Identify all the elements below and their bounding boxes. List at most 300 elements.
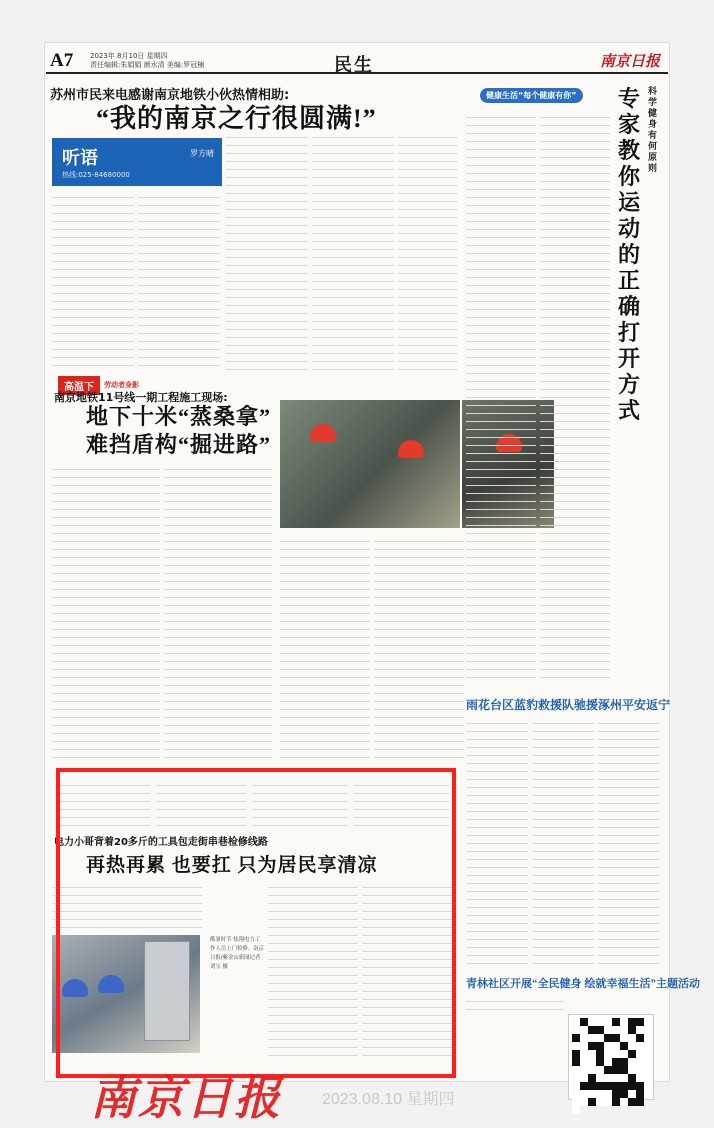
text-line <box>466 558 536 566</box>
text-line <box>52 702 160 710</box>
text-line <box>466 892 528 900</box>
qr-cell <box>596 1026 604 1034</box>
story4-headline: 雨花台区蓝豹救援队驰援涿州平安返宁 <box>466 698 671 712</box>
text-line <box>398 194 458 202</box>
text-line <box>532 756 594 764</box>
text-line <box>466 764 528 772</box>
qr-cell <box>604 1042 612 1050</box>
qr-cell <box>620 1098 628 1106</box>
text-line <box>466 238 536 246</box>
text-line <box>164 574 272 582</box>
text-line <box>138 206 220 214</box>
qr-cell <box>596 1090 604 1098</box>
text-line <box>540 174 610 182</box>
qr-cell <box>572 1074 580 1082</box>
text-line <box>164 550 272 558</box>
qr-cell <box>612 1018 620 1026</box>
text-line <box>226 234 308 242</box>
qr-cell <box>620 1058 628 1066</box>
text-line <box>598 916 660 924</box>
text-line <box>540 382 610 390</box>
story2-headline-line2: 难挡盾构“掘进路” <box>86 432 272 457</box>
qr-cell <box>580 1090 588 1098</box>
text-line <box>52 526 160 534</box>
text-line <box>164 558 272 566</box>
qr-cell <box>572 1050 580 1058</box>
text-line <box>598 764 660 772</box>
text-line <box>466 550 536 558</box>
text-line <box>312 290 394 298</box>
text-line <box>280 622 370 630</box>
text-line <box>466 198 536 206</box>
text-line <box>598 740 660 748</box>
text-line <box>52 342 134 350</box>
text-line <box>374 606 464 614</box>
text-line <box>164 622 272 630</box>
text-line <box>466 780 528 788</box>
text-line <box>138 318 220 326</box>
qr-cell <box>612 1058 620 1066</box>
text-line <box>374 750 464 758</box>
text-line <box>312 210 394 218</box>
text-line <box>138 358 220 366</box>
text-line <box>52 350 134 358</box>
text-line <box>52 206 134 214</box>
text-line <box>398 146 458 154</box>
text-line <box>312 146 394 154</box>
qr-cell <box>612 1074 620 1082</box>
text-line <box>398 298 458 306</box>
text-line <box>52 462 160 470</box>
text-line <box>52 622 160 630</box>
qr-cell <box>596 1082 604 1090</box>
footer-date: 2023.08.10 星期四 <box>322 1091 455 1108</box>
text-line <box>466 134 536 142</box>
text-line <box>312 226 394 234</box>
text-line <box>540 470 610 478</box>
text-line <box>52 230 134 238</box>
text-column <box>312 130 394 370</box>
text-line <box>466 350 536 358</box>
text-line <box>466 994 564 1002</box>
text-line <box>52 310 134 318</box>
text-line <box>312 330 394 338</box>
text-line <box>374 590 464 598</box>
text-line <box>466 222 536 230</box>
text-line <box>52 214 134 222</box>
text-line <box>466 110 536 118</box>
text-line <box>52 598 160 606</box>
text-line <box>374 726 464 734</box>
text-line <box>540 142 610 150</box>
text-line <box>52 246 134 254</box>
text-line <box>598 724 660 732</box>
text-line <box>164 710 272 718</box>
text-line <box>398 218 458 226</box>
text-line <box>540 198 610 206</box>
highlight-box <box>56 768 456 1078</box>
qr-cell <box>580 1082 588 1090</box>
text-line <box>398 234 458 242</box>
qr-cell <box>588 1026 596 1034</box>
text-line <box>52 606 160 614</box>
text-line <box>532 812 594 820</box>
text-line <box>540 422 610 430</box>
text-line <box>52 198 134 206</box>
text-line <box>466 598 536 606</box>
text-line <box>532 916 594 924</box>
text-line <box>532 884 594 892</box>
qr-cell <box>636 1058 644 1066</box>
text-line <box>164 542 272 550</box>
page-number: A7 <box>50 50 74 71</box>
text-line <box>312 362 394 370</box>
text-line <box>540 278 610 286</box>
text-line <box>540 662 610 670</box>
qr-cell <box>580 1026 588 1034</box>
text-line <box>466 590 536 598</box>
text-line <box>540 670 610 678</box>
text-line <box>466 606 536 614</box>
text-line <box>540 406 610 414</box>
story2-kicker: 南京地铁11号线一期工程施工现场: <box>54 391 228 404</box>
text-line <box>466 670 536 678</box>
text-line <box>540 342 610 350</box>
text-line <box>466 812 528 820</box>
text-column <box>226 130 308 370</box>
text-line <box>226 290 308 298</box>
text-line <box>540 502 610 510</box>
text-line <box>280 574 370 582</box>
text-line <box>312 194 394 202</box>
text-line <box>164 678 272 686</box>
text-line <box>540 414 610 422</box>
text-line <box>280 542 370 550</box>
text-line <box>226 138 308 146</box>
text-line <box>466 470 536 478</box>
text-line <box>466 844 528 852</box>
text-line <box>52 270 134 278</box>
vertical-subtitle: 科学健身有何原则 <box>648 86 658 173</box>
text-line <box>226 306 308 314</box>
text-line <box>52 510 160 518</box>
text-line <box>466 334 536 342</box>
text-line <box>226 242 308 250</box>
text-line <box>52 294 134 302</box>
text-line <box>52 326 134 334</box>
text-line <box>312 258 394 266</box>
health-tag: 健康生活“每个健康有你” <box>480 88 583 103</box>
text-line <box>280 606 370 614</box>
text-line <box>540 166 610 174</box>
text-line <box>540 318 610 326</box>
qr-cell <box>636 1074 644 1082</box>
text-line <box>164 686 272 694</box>
text-line <box>312 218 394 226</box>
text-line <box>540 574 610 582</box>
text-line <box>466 358 536 366</box>
story1-kicker: 苏州市民来电感谢南京地铁小伙热情相助: <box>50 88 290 103</box>
text-line <box>374 694 464 702</box>
text-line <box>466 788 528 796</box>
section-title: 民生 <box>334 55 374 75</box>
text-line <box>540 446 610 454</box>
text-line <box>374 582 464 590</box>
text-line <box>374 558 464 566</box>
qr-cell <box>604 1082 612 1090</box>
text-line <box>466 732 528 740</box>
text-line <box>280 582 370 590</box>
text-line <box>540 230 610 238</box>
text-line <box>466 582 536 590</box>
text-line <box>164 646 272 654</box>
qr-cell <box>612 1090 620 1098</box>
text-line <box>138 190 220 198</box>
text-line <box>398 322 458 330</box>
qr-cell <box>628 1026 636 1034</box>
qr-cell <box>604 1066 612 1074</box>
text-line <box>398 362 458 370</box>
qr-cell <box>628 1066 636 1074</box>
qr-cell <box>628 1090 636 1098</box>
qr-cell <box>604 1098 612 1106</box>
qr-cell <box>596 1050 604 1058</box>
text-line <box>52 222 134 230</box>
text-line <box>312 202 394 210</box>
text-line <box>164 486 272 494</box>
text-column <box>138 190 220 370</box>
text-line <box>532 788 594 796</box>
text-line <box>52 318 134 326</box>
text-line <box>540 294 610 302</box>
text-line <box>52 286 134 294</box>
text-line <box>398 170 458 178</box>
text-line <box>540 438 610 446</box>
text-line <box>374 710 464 718</box>
text-line <box>280 686 370 694</box>
text-line <box>374 614 464 622</box>
text-line <box>540 638 610 646</box>
text-line <box>52 190 134 198</box>
qr-cell <box>580 1034 588 1042</box>
text-line <box>280 678 370 686</box>
text-line <box>466 1002 564 1010</box>
text-line <box>138 286 220 294</box>
text-line <box>398 274 458 282</box>
text-line <box>226 250 308 258</box>
text-line <box>540 590 610 598</box>
qr-cell <box>604 1034 612 1042</box>
text-line <box>280 614 370 622</box>
qr-cell <box>596 1066 604 1074</box>
text-line <box>164 582 272 590</box>
text-line <box>466 510 536 518</box>
text-line <box>164 566 272 574</box>
text-line <box>466 622 536 630</box>
text-line <box>540 150 610 158</box>
text-line <box>540 134 610 142</box>
story1-headline: “我的南京之行很圆满!” <box>96 104 377 133</box>
text-line <box>540 550 610 558</box>
text-line <box>466 182 536 190</box>
text-line <box>138 222 220 230</box>
text-line <box>540 118 610 126</box>
text-line <box>52 590 160 598</box>
text-line <box>466 278 536 286</box>
text-line <box>52 470 160 478</box>
text-line <box>540 542 610 550</box>
construction-photo <box>280 400 460 528</box>
story1-banner <box>52 138 222 186</box>
qr-cell <box>612 1066 620 1074</box>
text-line <box>226 170 308 178</box>
text-line <box>466 614 536 622</box>
text-line <box>398 258 458 266</box>
text-line <box>312 298 394 306</box>
text-line <box>52 750 160 758</box>
text-line <box>52 718 160 726</box>
qr-cell <box>628 1082 636 1090</box>
text-line <box>540 566 610 574</box>
text-line <box>466 158 536 166</box>
text-line <box>598 852 660 860</box>
text-line <box>540 558 610 566</box>
qr-cell <box>620 1082 628 1090</box>
text-line <box>138 254 220 262</box>
text-line <box>52 742 160 750</box>
text-line <box>598 780 660 788</box>
text-line <box>466 956 528 964</box>
text-line <box>398 210 458 218</box>
qr-cell <box>572 1066 580 1074</box>
text-line <box>138 238 220 246</box>
text-line <box>598 812 660 820</box>
text-line <box>532 716 594 724</box>
text-line <box>398 290 458 298</box>
text-line <box>540 222 610 230</box>
qr-cell <box>604 1026 612 1034</box>
text-line <box>540 310 610 318</box>
text-line <box>540 462 610 470</box>
text-line <box>598 892 660 900</box>
text-line <box>312 162 394 170</box>
text-line <box>540 286 610 294</box>
text-line <box>532 932 594 940</box>
text-line <box>466 206 536 214</box>
text-line <box>466 502 536 510</box>
text-line <box>540 630 610 638</box>
text-line <box>532 836 594 844</box>
text-line <box>312 266 394 274</box>
text-line <box>466 772 528 780</box>
text-line <box>598 956 660 964</box>
text-line <box>164 518 272 526</box>
text-line <box>540 614 610 622</box>
qr-cell <box>580 1066 588 1074</box>
text-line <box>466 382 536 390</box>
qr-cell <box>612 1026 620 1034</box>
qr-cell <box>604 1058 612 1066</box>
text-line <box>598 820 660 828</box>
text-line <box>466 462 536 470</box>
text-line <box>226 146 308 154</box>
text-line <box>52 278 134 286</box>
text-line <box>466 804 528 812</box>
text-line <box>226 274 308 282</box>
text-line <box>226 226 308 234</box>
text-line <box>52 574 160 582</box>
text-line <box>598 948 660 956</box>
text-line <box>532 908 594 916</box>
qr-cell <box>628 1074 636 1082</box>
text-line <box>138 326 220 334</box>
text-line <box>280 742 370 750</box>
vertical-headline: 专家教你运动的正确打开方式 <box>618 86 641 423</box>
text-line <box>466 214 536 222</box>
text-line <box>312 354 394 362</box>
text-line <box>138 310 220 318</box>
text-line <box>226 346 308 354</box>
text-line <box>540 478 610 486</box>
text-line <box>374 654 464 662</box>
text-line <box>466 748 528 756</box>
qr-cell <box>612 1042 620 1050</box>
text-line <box>52 566 160 574</box>
text-line <box>540 126 610 134</box>
text-line <box>280 630 370 638</box>
text-line <box>164 742 272 750</box>
text-line <box>312 186 394 194</box>
text-line <box>52 238 134 246</box>
text-line <box>540 158 610 166</box>
text-line <box>280 670 370 678</box>
text-line <box>466 118 536 126</box>
text-line <box>280 566 370 574</box>
qr-cell <box>572 1098 580 1106</box>
qr-cell <box>636 1026 644 1034</box>
text-line <box>466 884 528 892</box>
text-line <box>312 130 394 138</box>
text-line <box>374 670 464 678</box>
text-line <box>312 178 394 186</box>
text-line <box>374 574 464 582</box>
text-line <box>312 170 394 178</box>
text-line <box>280 710 370 718</box>
text-line <box>540 326 610 334</box>
text-line <box>532 772 594 780</box>
text-line <box>374 662 464 670</box>
text-column <box>466 994 564 1014</box>
qr-code-icon[interactable] <box>568 1014 654 1100</box>
text-line <box>466 836 528 844</box>
text-line <box>398 250 458 258</box>
text-line <box>532 828 594 836</box>
text-line <box>398 162 458 170</box>
text-line <box>52 654 160 662</box>
text-line <box>532 876 594 884</box>
text-line <box>52 630 160 638</box>
qr-cell <box>628 1042 636 1050</box>
story3-headline: 再热再累 也要扛 只为居民享清凉 <box>86 855 378 876</box>
text-line <box>52 558 160 566</box>
text-line <box>52 694 160 702</box>
header-meta <box>90 52 204 70</box>
text-line <box>164 614 272 622</box>
qr-cell <box>596 1042 604 1050</box>
qr-cell <box>572 1018 580 1026</box>
qr-cell <box>580 1074 588 1082</box>
text-line <box>398 186 458 194</box>
